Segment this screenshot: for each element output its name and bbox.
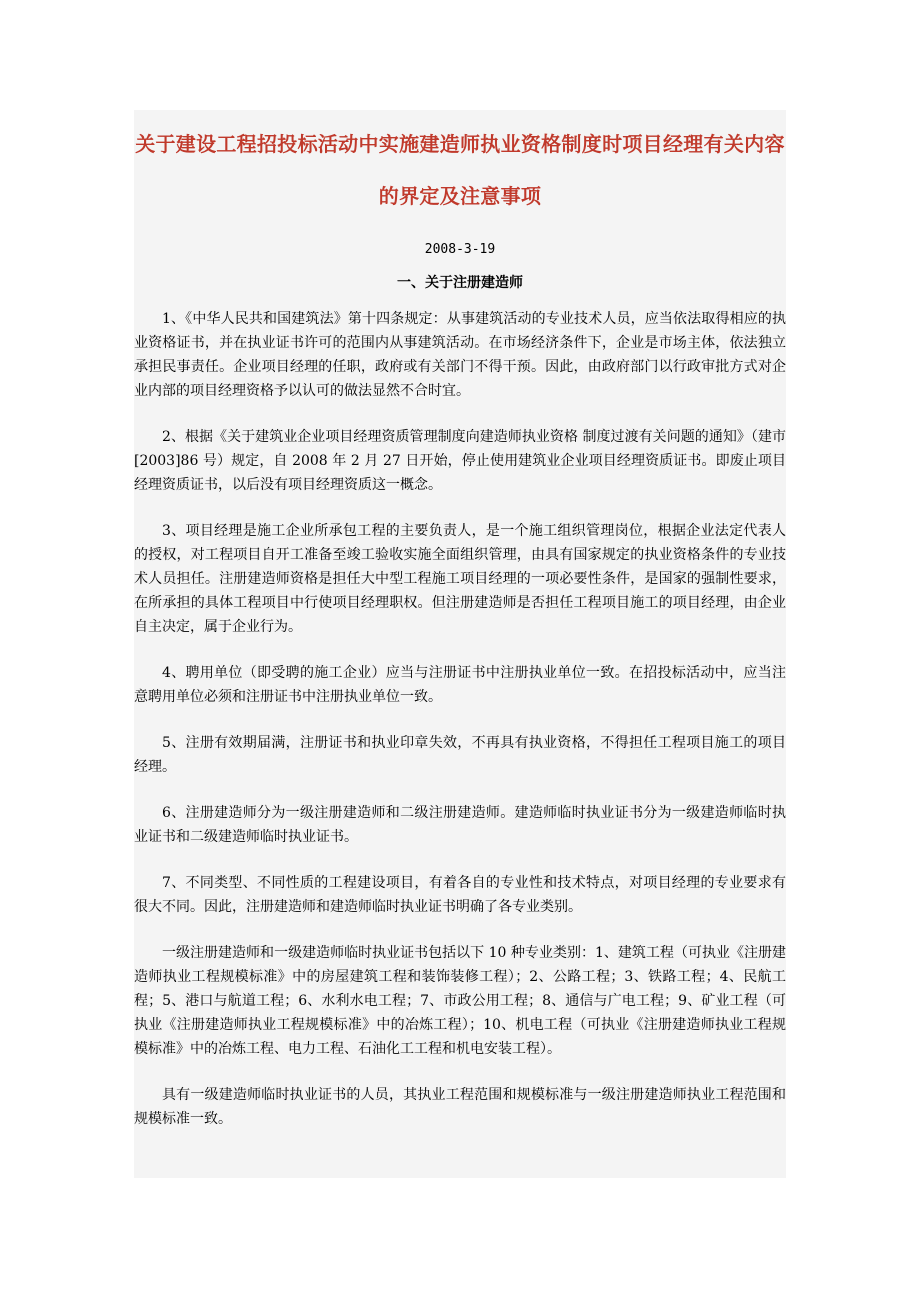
section-heading: 一、关于注册建造师 <box>397 275 523 291</box>
paragraph-3: 3、项目经理是施工企业所承包工程的主要负责人，是一个施工组织管理岗位，根据企业法定代表人的授权，对工程项目自开工准备至竣工验收实施全面组织管理，由具有国家规定的执业资格条件的专业技术人员担任。注册建造师资格是担任大中型工程施工项目经理的一项必要性条件，是国家的强制性要求，在所承担的具体工程项目中行使项目经理职权。但注册建造师是否担任工程项目施工的项目经理，由企业自主决定，属于企业行为。 <box>134 523 786 635</box>
paragraph-1: 1、《中华人民共和国建筑法》第十四条规定：从事建筑活动的专业技术人员，应当依法取得相应的执业资格证书，并在执业证书许可的范围内从事建筑活动。在市场经济条件下，企业是市场主体，依法独立承担民事责任。企业项目经理的任职，政府或有关部门不得干预。因此，由政府部门以行政审批方式对企业内部的项目经理资格予以认可的做法显然不合时宜。 <box>134 311 786 399</box>
article-body <box>134 292 786 1131</box>
paragraph-temporary-certificate: 具有一级建造师临时执业证书的人员，其执业工程范围和规模标准与一级注册建造师执业工程范围和规模标准一致。 <box>134 1087 786 1127</box>
paragraph-specialties: 一级注册建造师和一级建造师临时执业证书包括以下 10 种专业类别：1、建筑工程（可执业《注册建造师执业工程规模标准》中的房屋建筑工程和装饰装修工程）；2、公路工程；3、铁路工程；4、民航工程；5、港口与航道工程；6、水利水电工程；7、市政公用工程；8、通信与广电工程；9、矿业工程（可执业《注册建造师执业工程规模标准》中的冶炼工程）；10、机电工程（可执业《注册建造师执业工程规模标准》中的冶炼工程、电力工程、石油化工工程和机电安装工程）。 <box>134 945 786 1057</box>
paragraph-2: 2、根据《关于建筑业企业项目经理资质管理制度向建造师执业资格 制度过渡有关问题的通知》（建市[2003]86 号）规定，自 2008 年 2 月 27 日开始，停止使用建筑业企业项目经理资质证书。即废止项目经理资质证书，以后没有项目经理资质这一概念。 <box>134 429 786 493</box>
paragraph-5: 5、注册有效期届满，注册证书和执业印章失效，不再具有执业资格，不得担任工程项目施工的项目经理。 <box>134 735 786 775</box>
article-title: 关于建设工程招投标活动中实施建造师执业资格制度时项目经理有关内容的界定及注意事项 <box>135 132 785 208</box>
paragraph-6: 6、注册建造师分为一级注册建造师和二级注册建造师。建造师临时执业证书分为一级建造师临时执业证书和二级建造师临时执业证书。 <box>134 805 786 845</box>
article-panel <box>134 110 786 1178</box>
paragraph-4: 4、聘用单位（即受聘的施工企业）应当与注册证书中注册执业单位一致。在招投标活动中，应当注意聘用单位必须和注册证书中注册执业单位一致。 <box>134 665 786 705</box>
paragraph-7: 7、不同类型、不同性质的工程建设项目，有着各自的专业性和技术特点，对项目经理的专业要求有很大不同。因此，注册建造师和建造师临时执业证书明确了各专业类别。 <box>134 875 786 915</box>
article-date: 2008-3-19 <box>424 242 496 257</box>
